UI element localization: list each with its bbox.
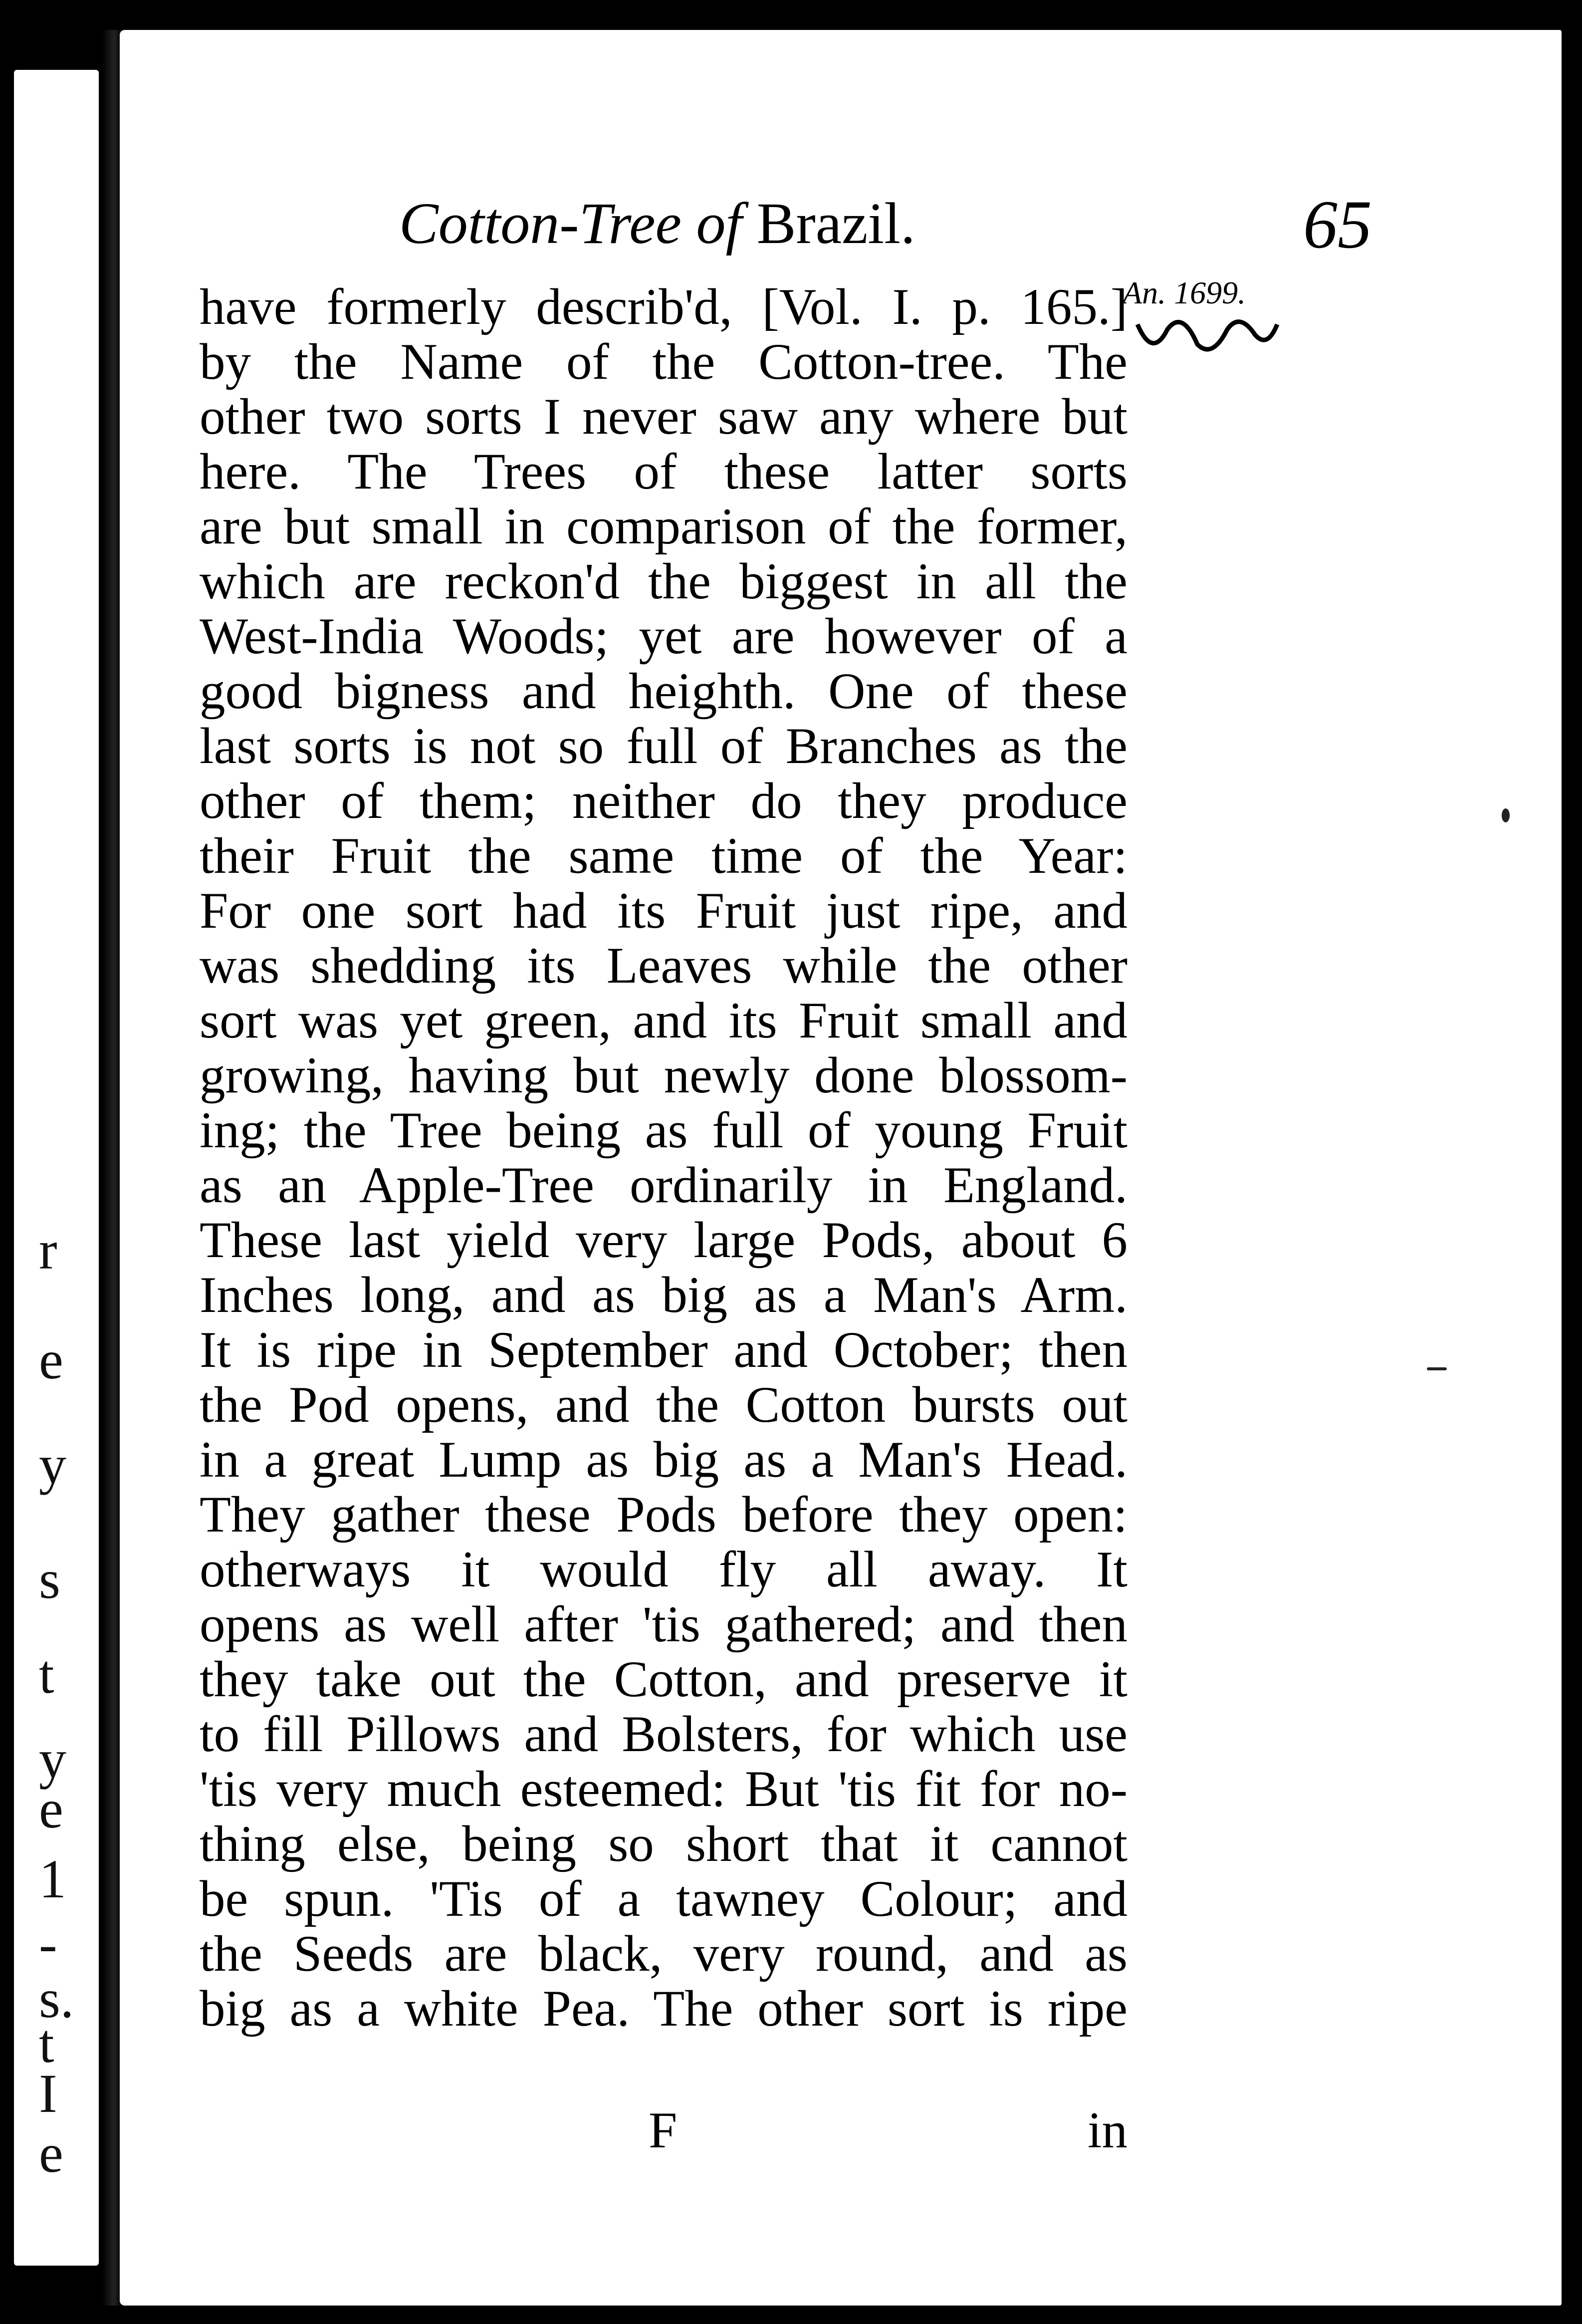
text-line: 'tis very much esteemed: But 'tis fit for no- <box>200 1761 1128 1817</box>
text-line: to fill Pillows and Bolsters, for which use <box>200 1706 1128 1763</box>
page-footer <box>200 2101 1128 2161</box>
text-line: as an Apple-Tree ordinarily in England. <box>200 1157 1128 1214</box>
facing-page-fragment: s <box>39 1549 60 1610</box>
text-line: West-India Woods; yet are however of a <box>200 608 1128 665</box>
text-line: by the Name of the Cotton-tree. The <box>200 333 1128 390</box>
text-line: they take out the Cotton, and preserve it <box>200 1651 1128 1708</box>
page-number: 65 <box>1303 186 1372 262</box>
text-line: which are reckon'd the biggest in all the <box>200 553 1128 610</box>
facing-page-fragment: e <box>39 1779 63 1839</box>
facing-page-fragment: y <box>39 1729 66 1790</box>
ink-speck <box>1427 1367 1447 1370</box>
text-line: good bigness and heighth. One of these <box>200 663 1128 720</box>
facing-page-fragment: e <box>39 1329 63 1390</box>
text-line: These last yield very large Pods, about 6 <box>200 1212 1128 1269</box>
facing-page-fragment: - <box>39 1913 57 1974</box>
catchword: in <box>1087 2102 1128 2159</box>
margin-year-note: An. 1699. <box>1123 275 1246 310</box>
signature-mark: F <box>649 2102 678 2159</box>
facing-page-fragment: s. <box>39 1968 74 2029</box>
text-line: Inches long, and as big as a Man's Arm. <box>200 1267 1128 1323</box>
text-line: thing else, being so short that it cannot <box>200 1815 1128 1872</box>
facing-page-fragment: r <box>39 1220 57 1281</box>
running-title-roman: Brazil. <box>756 191 915 256</box>
gutter-shadow <box>102 30 122 2306</box>
body-text <box>200 279 1128 2036</box>
running-title-italic: Cotton-Tree of <box>399 191 742 256</box>
text-line: be spun. 'Tis of a tawney Colour; and <box>200 1870 1128 1927</box>
text-line: opens as well after 'tis gathered; and then <box>200 1596 1128 1653</box>
text-line: otherways it would fly all away. It <box>200 1541 1128 1598</box>
text-line: other two sorts I never saw any where but <box>200 388 1128 445</box>
running-title <box>399 190 915 258</box>
text-line: have formerly describ'd, [Vol. I. p. 165.] <box>200 278 1128 335</box>
text-line: are but small in comparison of the former, <box>200 498 1128 555</box>
facing-page-fragment: t <box>39 1644 54 1705</box>
text-line: in a great Lump as big as a Man's Head. <box>200 1431 1128 1488</box>
facing-page-fragment: e <box>39 2123 63 2184</box>
text-line: growing, having but newly done blossom- <box>200 1047 1128 1104</box>
margin-flourish-ornament <box>1132 314 1282 359</box>
text-line: big as a white Pea. The other sort is ripe <box>200 1980 1128 2037</box>
text-line: the Seeds are black, very round, and as <box>200 1925 1128 1982</box>
text-line: other of them; neither do they produce <box>200 773 1128 829</box>
facing-page-fragment: I <box>39 2063 57 2124</box>
facing-page-fragment: y <box>39 1434 66 1495</box>
text-line: For one sort had its Fruit just ripe, and <box>200 882 1128 939</box>
book-page <box>120 30 1562 2306</box>
text-line: last sorts is not so full of Branches as the <box>200 718 1128 775</box>
facing-page-fragment: t <box>39 2013 54 2074</box>
text-line: sort was yet green, and its Fruit small and <box>200 992 1128 1049</box>
text-line: ing; the Tree being as full of young Fruit <box>200 1102 1128 1159</box>
facing-page-fragment: 1 <box>39 1848 66 1909</box>
text-line: was shedding its Leaves while the other <box>200 937 1128 994</box>
text-line: here. The Trees of these latter sorts <box>200 443 1128 500</box>
text-line: It is ripe in September and October; then <box>200 1321 1128 1378</box>
facing-page-edge <box>14 70 99 2266</box>
text-line: their Fruit the same time of the Year: <box>200 827 1128 884</box>
text-line: They gather these Pods before they open: <box>200 1486 1128 1543</box>
text-line: the Pod opens, and the Cotton bursts out <box>200 1376 1128 1433</box>
ink-speck <box>1502 808 1510 822</box>
running-head <box>399 186 1382 264</box>
